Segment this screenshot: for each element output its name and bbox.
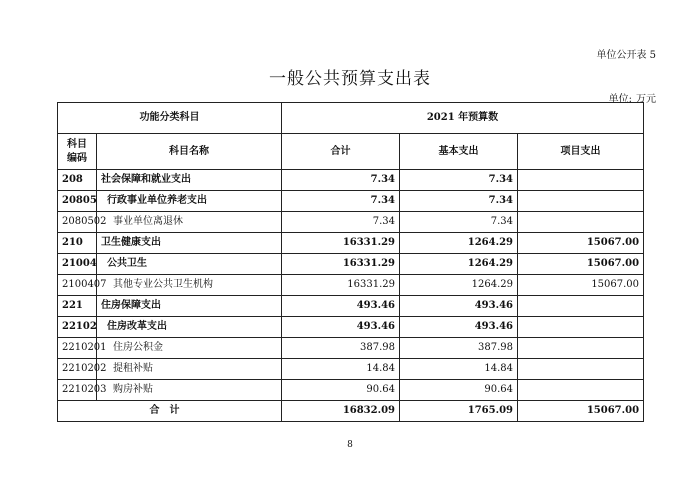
page-number: 8 — [347, 440, 353, 450]
row-project: 15067.00 — [518, 275, 644, 296]
row-project — [518, 296, 644, 317]
row-basic: 493.46 — [400, 317, 518, 338]
row-name: 住房保障支出 — [97, 296, 282, 317]
row-code: 208 — [58, 170, 97, 191]
row-total: 16331.29 — [282, 233, 400, 254]
row-total: 7.34 — [282, 191, 400, 212]
header-code — [58, 134, 97, 170]
table-row — [58, 380, 644, 401]
total-sum: 16832.09 — [282, 401, 400, 422]
row-code: 2210203 — [58, 380, 97, 401]
table-row — [58, 317, 644, 338]
table-row — [58, 296, 644, 317]
table-row — [58, 338, 644, 359]
row-basic: 1264.29 — [400, 275, 518, 296]
row-name: 公共卫生 — [97, 254, 282, 275]
row-project: 15067.00 — [518, 254, 644, 275]
row-code: 20805 — [58, 191, 97, 212]
row-basic: 7.34 — [400, 191, 518, 212]
form-number: 单位公开表 5 — [596, 50, 656, 61]
row-total: 7.34 — [282, 212, 400, 233]
row-basic: 493.46 — [400, 296, 518, 317]
row-total: 493.46 — [282, 296, 400, 317]
row-code: 2080502 — [58, 212, 97, 233]
total-row — [58, 401, 644, 422]
row-project — [518, 170, 644, 191]
row-basic: 14.84 — [400, 359, 518, 380]
total-project: 15067.00 — [518, 401, 644, 422]
header-project: 项目支出 — [518, 134, 644, 170]
page-title: 一般公共预算支出表 — [269, 69, 431, 89]
table-row — [58, 233, 644, 254]
header-budget-year: 2021 年预算数 — [282, 103, 644, 134]
table-row — [58, 275, 644, 296]
row-total: 14.84 — [282, 359, 400, 380]
row-project — [518, 359, 644, 380]
row-name: 卫生健康支出 — [97, 233, 282, 254]
header-basic: 基本支出 — [400, 134, 518, 170]
row-project: 15067.00 — [518, 233, 644, 254]
table-row — [58, 254, 644, 275]
row-name: 事业单位离退休 — [97, 212, 282, 233]
row-basic: 7.34 — [400, 212, 518, 233]
table-row — [58, 170, 644, 191]
total-basic: 1765.09 — [400, 401, 518, 422]
unit-label: 单位: — [608, 94, 632, 105]
row-code: 2210202 — [58, 359, 97, 380]
row-name: 行政事业单位养老支出 — [97, 191, 282, 212]
row-project — [518, 317, 644, 338]
table-row — [58, 359, 644, 380]
row-name: 住房改革支出 — [97, 317, 282, 338]
row-total: 90.64 — [282, 380, 400, 401]
row-name: 社会保障和就业支出 — [97, 170, 282, 191]
row-project — [518, 380, 644, 401]
row-name: 其他专业公共卫生机构 — [97, 275, 282, 296]
row-project — [518, 338, 644, 359]
row-name: 提租补贴 — [97, 359, 282, 380]
unit-value: 万元 — [636, 94, 656, 105]
header-code-line1: 科目 — [67, 138, 87, 150]
row-basic: 1264.29 — [400, 254, 518, 275]
row-total: 7.34 — [282, 170, 400, 191]
row-basic: 387.98 — [400, 338, 518, 359]
table-row — [58, 191, 644, 212]
row-name: 住房公积金 — [97, 338, 282, 359]
header-row-1 — [58, 103, 644, 134]
table-row — [58, 212, 644, 233]
total-label: 合计 — [58, 401, 282, 422]
row-code: 22102 — [58, 317, 97, 338]
row-basic: 90.64 — [400, 380, 518, 401]
row-basic: 1264.29 — [400, 233, 518, 254]
row-name: 购房补贴 — [97, 380, 282, 401]
row-total: 16331.29 — [282, 275, 400, 296]
header-row-2 — [58, 134, 644, 170]
row-code: 210 — [58, 233, 97, 254]
row-total: 387.98 — [282, 338, 400, 359]
row-code: 221 — [58, 296, 97, 317]
header-total: 合计 — [282, 134, 400, 170]
row-project — [518, 212, 644, 233]
row-code: 2100407 — [58, 275, 97, 296]
budget-expenditure-table — [57, 102, 644, 422]
row-project — [518, 191, 644, 212]
row-basic: 7.34 — [400, 170, 518, 191]
row-total: 16331.29 — [282, 254, 400, 275]
header-name: 科目名称 — [97, 134, 282, 170]
row-code: 2210201 — [58, 338, 97, 359]
header-func-class: 功能分类科目 — [58, 103, 282, 134]
row-code: 21004 — [58, 254, 97, 275]
row-total: 493.46 — [282, 317, 400, 338]
header-code-line2: 编码 — [67, 152, 87, 164]
